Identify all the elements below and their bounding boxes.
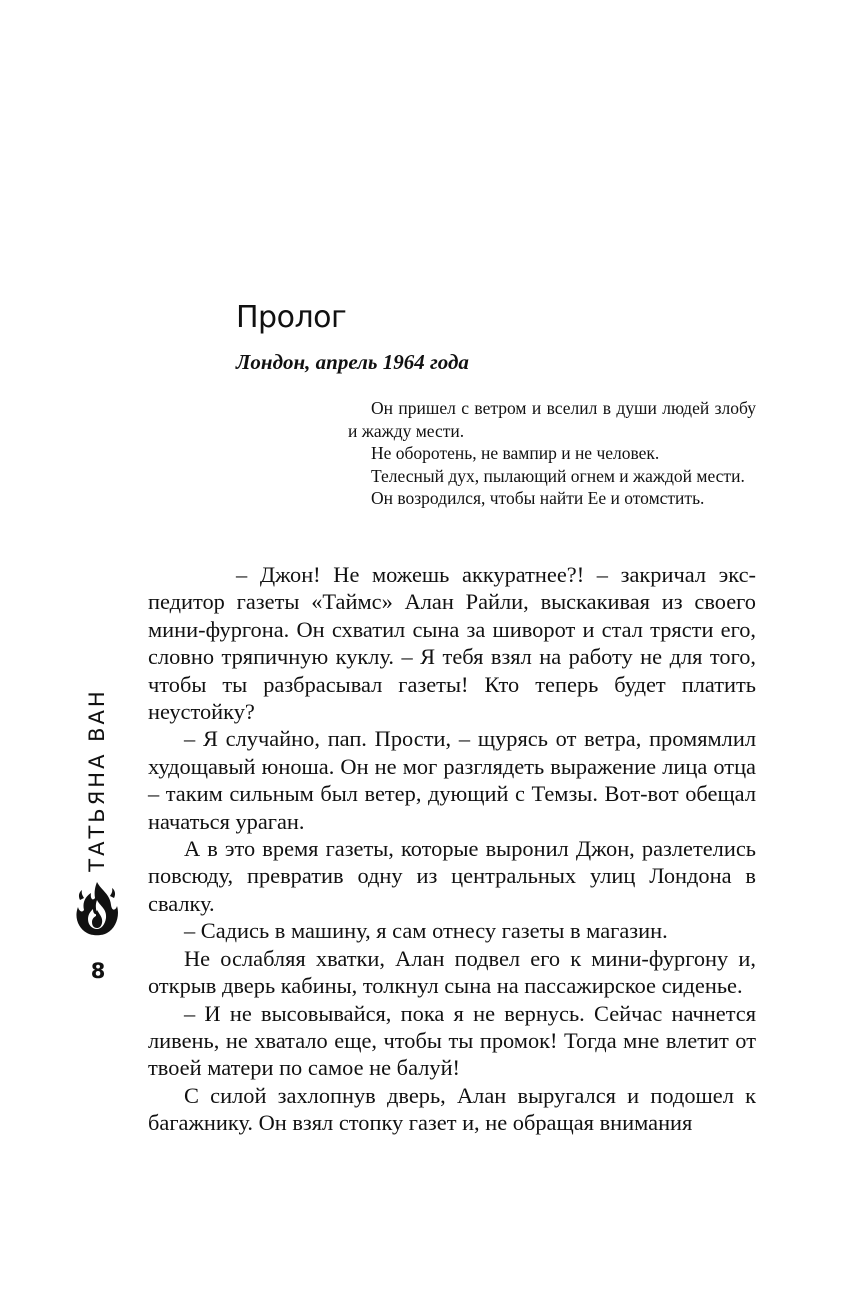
body-text: [148, 561, 756, 1137]
chapter-title: Пролог: [236, 300, 347, 335]
body-paragraph: – Джон! Не можешь аккуратнее?! – закричал экспедитор газеты «Таймс» Алан Райли, выскакивая из своего мини-фургона. Он схватил сына за шиворот и стал трясти его, словно тряпичную куклу. – Я тебя взял на работу не для того, чтобы ты разбрасывал газеты! Кто теперь будет платить неустойку?: [148, 562, 756, 725]
epigraph-line: Он возродился, чтобы найти Ее и отомстить.: [371, 488, 705, 509]
body-paragraph: – Я случайно, пап. Прости, – щурясь от ветра, промямлил худощавый юноша. Он не мог разглядеть выражение лица отца – таким сильным был ветер, дующий с Темзы. Вот-вот обещал начаться ураган.: [148, 726, 756, 834]
body-paragraph: А в это время газеты, которые выронил Джон, разлетелись повсюду, превратив одну из центральных улиц Лондона в свалку.: [148, 836, 756, 916]
flame-icon: [74, 880, 120, 936]
epigraph-line: Телесный дух, пылающий огнем и жаждой мести.: [371, 465, 745, 486]
page-number: 8: [90, 959, 106, 983]
author-name: ТАТЬЯНА ВАН: [85, 688, 109, 872]
body-paragraph: С силой захлопнув дверь, Алан выругался и подошел к багажнику. Он взял стопку газет и, не обращая внимания: [148, 1082, 756, 1136]
body-paragraph: Не ослабляя хватки, Алан подвел его к мини-фургону и, открыв дверь кабины, толкнул сына на пассажирское сиденье.: [148, 945, 756, 999]
epigraph: [348, 397, 756, 510]
epigraph-line: Он пришел с ветром и вселил в души людей злобу и жажду мести.: [348, 398, 756, 441]
body-paragraph: – И не высовывайся, пока я не вернусь. Сейчас начнется ливень, не хватало еще, чтобы ты промок! Тогда мне влетит от твоей матери по самое не балуй!: [148, 1000, 756, 1081]
chapter-subtitle: Лондон, апрель 1964 года: [236, 350, 469, 374]
epigraph-line: Не оборотень, не вампир и не человек.: [371, 443, 660, 464]
body-paragraph: – Садись в машину, я сам отнесу газеты в магазин.: [184, 918, 668, 944]
